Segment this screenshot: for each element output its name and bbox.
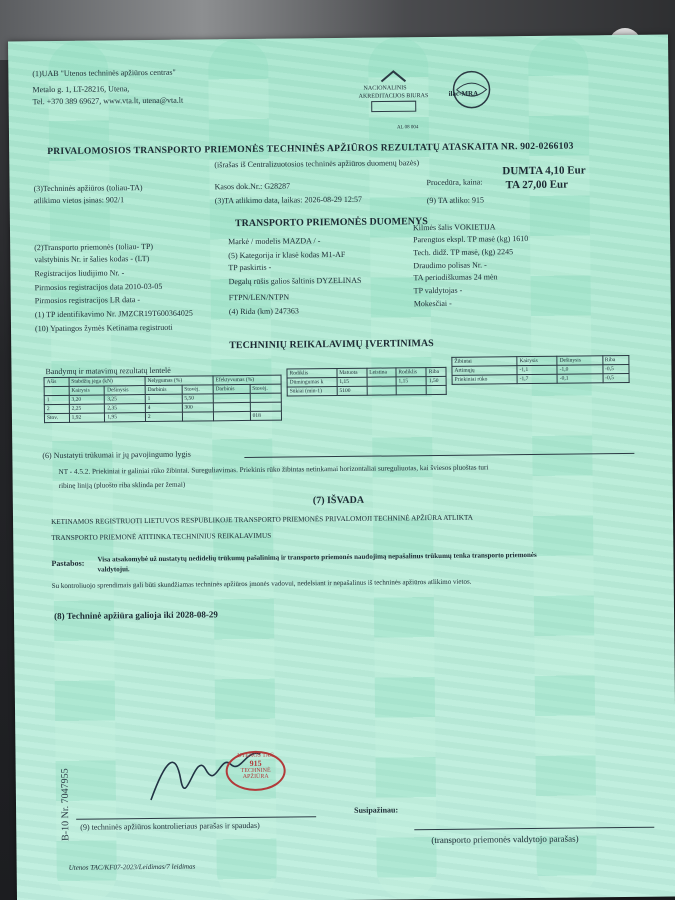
table-row bbox=[287, 385, 446, 396]
defect-line-1: NT - 4.5.2. Priekiniai ir galiniai rūko žibintai. Sureguliavimas. Priekinis rūko žibintas netinkamai horizontaliai sureguliuotas, kai šviesos pluoštas turi bbox=[58, 463, 489, 476]
vehicle-field: (5) Kategorija ir klasė kodas M1-AF bbox=[228, 249, 346, 261]
issuer-address: Metalo g. 1, LT-28216, Utena, bbox=[32, 84, 130, 95]
table-cell: Efektyvumas (%) bbox=[213, 375, 281, 385]
inspector-code: (9) TA atliko: 915 bbox=[426, 195, 484, 206]
brake-table bbox=[44, 375, 282, 423]
table-cell: Kairysis bbox=[69, 386, 105, 395]
stamp-top-text: UTENOS TAC bbox=[237, 752, 274, 760]
assessment-heading: TECHNINIŲ REIKALAVIMŲ ĮVERTINIMAS bbox=[229, 338, 434, 352]
table-cell: Leistina bbox=[367, 368, 396, 377]
conclusion-line-1: KETINAMOS REGISTRUOTI LIETUVOS RESPUBLIKOJE TRANSPORTO PRIEMONĖS PRIVALOMOJI TECHNINĖ APŽIŪRA ATLIKTA bbox=[51, 513, 474, 527]
table-cell: -1,7 bbox=[517, 374, 557, 383]
table-cell: 1,15 bbox=[396, 377, 426, 386]
defect-line-2: ribinę liniją (pluošto riba sklinda per žemai) bbox=[58, 480, 186, 490]
price-dumta: DUMTA 4,10 Eur bbox=[502, 164, 586, 178]
table-cell: Rodiklis bbox=[287, 369, 337, 379]
notes-label: Pastabos: bbox=[51, 558, 85, 569]
vehicle-field: Registracijos liudijimo Nr. - bbox=[34, 268, 125, 279]
vehicle-field: (10) Ypatingos žymės Ketinama registruoti bbox=[34, 322, 173, 334]
table-cell: 2,25 bbox=[69, 404, 105, 413]
table-cell: Ašis bbox=[44, 377, 69, 386]
table-cell: 5100 bbox=[337, 386, 367, 395]
vehicle-field: TA periodiškumas 24 mėn bbox=[413, 272, 498, 283]
receipt-number: Kasos dok.Nr.: G28287 bbox=[214, 181, 291, 192]
table-cell: -1,1 bbox=[517, 365, 557, 374]
vehicle-field: Degalų rūšis galios šaltinis DYZELINAS bbox=[228, 275, 362, 287]
table-cell: 1 bbox=[145, 394, 182, 403]
lights-table bbox=[451, 355, 629, 385]
vehicle-field: (4) Rida (km) 247363 bbox=[228, 306, 299, 317]
vehicle-field: Kilmės šalis VOKIETIJA bbox=[412, 222, 496, 233]
table-cell bbox=[367, 386, 396, 395]
table-cell: Riba bbox=[602, 355, 629, 364]
table-cell: Nelygumas (%) bbox=[145, 376, 213, 386]
table-cell: 1,15 bbox=[337, 377, 367, 386]
table-cell bbox=[426, 385, 446, 394]
vehicle-field: (1) TP identifikavimo Nr. JMZCR19T600364025 bbox=[34, 308, 193, 320]
vehicle-field: Tech. didž. TP masė, (kg) 2245 bbox=[413, 247, 514, 258]
acquainted-label: Susipažinau: bbox=[354, 805, 399, 815]
table-cell: 1,50 bbox=[426, 376, 446, 385]
vehicle-field: TP paskirtis - bbox=[228, 262, 272, 273]
accreditation-label: NACIONALINIS bbox=[363, 85, 407, 92]
table-cell: 3,20 bbox=[69, 395, 105, 404]
table-cell: 1,95 bbox=[105, 413, 146, 422]
table-cell: Stov. bbox=[44, 413, 69, 422]
table-cell: Darbinis bbox=[145, 385, 182, 394]
inspector-signature-caption: (9) techninės apžiūros kontrolieriaus parašas ir spaudas) bbox=[80, 820, 260, 832]
inspection-date: (3)TA atlikimo data, laikas: 2026-08-29 12:57 bbox=[214, 194, 363, 206]
vehicle-field: FTPN/LEN/NTPN bbox=[228, 292, 290, 303]
table-cell: Rodiklis bbox=[396, 368, 426, 377]
emission-table bbox=[286, 367, 446, 397]
table-row bbox=[452, 373, 629, 384]
vehicle-field: Markė / modelis MAZDA / - bbox=[228, 236, 321, 247]
vehicle-field: Pirmosios registracijos data 2010-03-05 bbox=[34, 281, 163, 293]
station-label: (3)Techninės apžiūros (toliau-TA) bbox=[33, 183, 143, 194]
table-cell: Dešinysis bbox=[105, 386, 146, 395]
form-footer: Utenos TAC/KF07-2023/Leidimas/7 leidimas bbox=[68, 862, 196, 872]
table-cell: Darbinis bbox=[213, 384, 250, 393]
issuer-contacts: Tel. +370 389 69627, www.vta.lt, utena@vta.lt bbox=[32, 95, 184, 107]
table-cell bbox=[44, 386, 69, 395]
table-cell: Matuota bbox=[337, 368, 367, 377]
ilac-label: ilac-MRA bbox=[448, 89, 479, 98]
table-cell: Priekiniai rūko bbox=[452, 375, 517, 385]
table-cell: -1,0 bbox=[557, 365, 602, 374]
table-cell bbox=[182, 412, 213, 421]
table-cell bbox=[250, 393, 281, 402]
conclusion-line-2: TRANSPORTO PRIEMONĖ ATITINKA TECHNINIUS REIKALAVIMUS bbox=[51, 531, 272, 543]
table-cell: 1 bbox=[44, 395, 69, 404]
validity-date: (8) Techninė apžiūra galioja iki 2028-08-29 bbox=[53, 609, 218, 622]
table-cell: -0,5 bbox=[603, 373, 630, 382]
stamp-bottom-text: TECHNINĖ APŽIŪRA bbox=[240, 767, 271, 781]
report-subtitle: (išrašas iš Centralizuotosios techninės apžiūros duomenų bazės) bbox=[214, 158, 420, 170]
stamp-number: 915 bbox=[249, 758, 262, 768]
accreditation-code: AL 08 004 bbox=[396, 125, 419, 131]
conclusion-heading: (7) IŠVADA bbox=[312, 494, 365, 507]
table-row bbox=[44, 411, 281, 422]
table-cell: 2 bbox=[145, 412, 182, 421]
form-serial-number: B-10 Nr. 7047955 bbox=[59, 768, 72, 841]
vehicle-heading: TRANSPORTO PRIEMONĖS DUOMENYS bbox=[234, 216, 428, 230]
table-cell: Žibintai bbox=[452, 357, 517, 367]
appeal-text: Su kontroliuojo sprendimais gali būti skundžiamas techninės apžiūros įmonės vadovui, nedelsiant ir nepašalinus iš techninės apžiūros atlikimo vietos. bbox=[51, 577, 472, 591]
defects-label: (6) Nustatyti trūkumai ir jų pavojingumo lygis bbox=[42, 449, 191, 461]
table-cell: 3,25 bbox=[105, 395, 146, 404]
notes-line-1: Visa atsakomybė už nustatytų nedidelių trūkumų pašalinimą ir transporto priemonės naudojimą nepašalinus trūkumų tenka transporto priemonės bbox=[97, 550, 537, 564]
inspection-report-document bbox=[8, 35, 675, 900]
owner-signature-caption: (transporto priemonės valdytojo parašas) bbox=[431, 833, 579, 846]
price-ta: TA 27,00 Eur bbox=[505, 178, 569, 192]
report-title: PRIVALOMOSIOS TRANSPORTO PRIEMONĖS TECHNINĖS APŽIŪROS REZULTATŲ ATASKAITA NR. 902-0266103 bbox=[47, 140, 574, 158]
table-cell bbox=[213, 411, 250, 420]
table-cell: 018 bbox=[250, 411, 281, 420]
table-cell: 1,92 bbox=[69, 413, 105, 422]
table-cell bbox=[396, 386, 426, 395]
table-cell: 4 bbox=[145, 403, 182, 412]
table-cell bbox=[213, 393, 250, 402]
accreditation-label-2: AKREDITACIJOS BIURAS bbox=[358, 93, 429, 100]
notes-line-2: valdytojui. bbox=[97, 565, 130, 574]
table-cell: Stovėj. bbox=[250, 384, 281, 393]
vehicle-field: Pirmosios registracijos LR data - bbox=[34, 295, 141, 306]
vehicle-field: Draudimo polisas Nr. - bbox=[413, 260, 487, 271]
table-cell bbox=[367, 377, 396, 386]
issuer-name: (1)UAB "Utenos techninės apžiūros centras" bbox=[32, 67, 176, 79]
table-cell: -0,5 bbox=[602, 364, 629, 373]
vehicle-field: (2)Transporto priemonės (toliau- TP) bbox=[34, 241, 154, 253]
table-cell: Stabdžių jėga (kN) bbox=[69, 377, 145, 387]
station-code: atlikimo vietos įsinas: 902/1 bbox=[33, 195, 125, 206]
tests-label: Bandymų ir matavimų rezultatų lentelė bbox=[45, 365, 171, 377]
table-cell: Dešinysis bbox=[557, 356, 602, 365]
table-cell: Riba bbox=[426, 367, 446, 376]
vehicle-field: Mokesčiai - bbox=[413, 298, 452, 309]
vehicle-field: valstybinis Nr. ir šalies kodas - (LT) bbox=[34, 253, 150, 265]
table-cell: 2,35 bbox=[105, 404, 146, 413]
table-cell: Sūkiai (min-1) bbox=[287, 387, 337, 397]
table-cell: Artimųjų bbox=[452, 366, 517, 376]
official-stamp bbox=[225, 751, 285, 792]
table-cell: Stovėj. bbox=[182, 385, 213, 394]
table-cell: 300 bbox=[182, 403, 213, 412]
table-cell: Kairysis bbox=[517, 356, 557, 365]
table-cell: -0,1 bbox=[557, 374, 602, 383]
vehicle-field: TP valdytojas - bbox=[413, 285, 463, 296]
vehicle-field: Parengtos ekspl. TP masė (kg) 1610 bbox=[413, 234, 529, 245]
procedure-label: Procedūra, kaina: bbox=[426, 177, 483, 188]
table-cell: 2 bbox=[44, 404, 69, 413]
table-cell: 5,50 bbox=[182, 394, 213, 403]
table-cell bbox=[250, 402, 281, 411]
signature-line bbox=[414, 827, 654, 831]
table-cell bbox=[213, 402, 250, 411]
table-cell: Dūmingumas k bbox=[287, 378, 337, 388]
